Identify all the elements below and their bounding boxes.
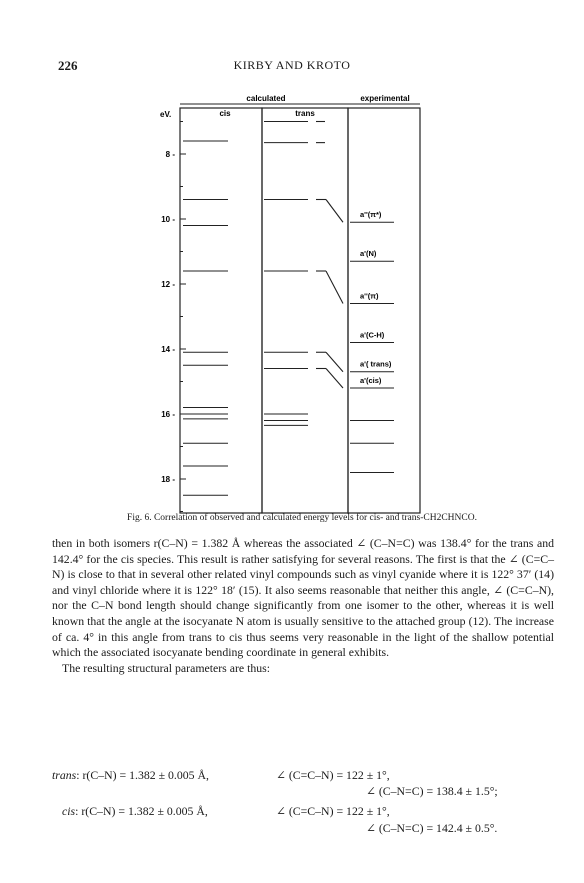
label-calculated: calculated	[246, 94, 286, 103]
levels	[183, 122, 394, 496]
y-tick-label: 8 -	[165, 150, 175, 159]
y-tick-label: 14 -	[161, 345, 175, 354]
correlation-line	[326, 271, 343, 304]
exp-level-label: a'(N)	[360, 249, 377, 258]
paragraph-2: The resulting structural parameters are thus:	[62, 660, 271, 675]
y-tick-label: 18 -	[161, 475, 175, 484]
frame-trans	[262, 108, 348, 513]
y-tick-label: 10 -	[161, 215, 175, 224]
correlation-line	[326, 200, 343, 223]
running-title: KIRBY AND KROTO	[233, 58, 351, 72]
body-text	[52, 536, 554, 676]
eq-trans-a1: ∠ (C=C–N) = 122 ± 1°,	[276, 768, 390, 782]
eq-trans-a2: ∠ (C–N=C) = 138.4 ± 1.5°;	[366, 784, 498, 798]
correlation-line	[326, 352, 343, 372]
label-trans: trans	[295, 109, 315, 118]
eq-trans-r: trans: r(C–N) = 1.382 ± 0.005 Å,	[52, 768, 209, 782]
exp-labels	[360, 210, 392, 385]
y-tick-label: 12 -	[161, 280, 175, 289]
eq-cis-r: cis: r(C–N) = 1.382 ± 0.005 Å,	[62, 804, 208, 818]
label-unit: eV.	[160, 110, 172, 119]
page-number: 226	[58, 58, 78, 73]
exp-level-label: a'( trans)	[360, 359, 392, 369]
exp-level-label: a'(cis)	[360, 375, 382, 385]
correlation-line	[326, 369, 343, 389]
y-tick-label: 16 -	[161, 410, 175, 419]
paragraph-1: then in both isomers r(C–N) = 1.382 Å whereas the associated ∠ (C–N=C) was 138.4° for the trans and 142.4° for the cis species. This result is rather satisfying for several reasons. The first is that the ∠ (C=C–N) is close to that in several other related vinyl compounds such as vinyl cyanide where it is 122° 37′ (14) and vinyl chloride where it is 122° 18′ (15). It also seems reasonable that neither this angle, ∠ (C=C–N), nor the C–N bond length should change significantly from one isomer to the other, whereas it is well known that the angle at the isocyanate N atom is usually sensitive to the attached group (12). The increase of ca. 4° in this angle from trans to cis thus seems very reasonable in the light of the shallow potential which the associated isocyanate bending coordinate in general exhibits.	[52, 536, 554, 660]
figure-caption: Fig. 6. Correlation of observed and calculated energy levels for cis- and trans-CH2CHNCO.	[127, 513, 477, 523]
exp-level-label: a''(π*)	[360, 210, 382, 219]
eq-cis-a2: ∠ (C–N=C) = 142.4 ± 0.5°.	[366, 821, 498, 835]
frame-exp	[348, 108, 420, 513]
label-cis: cis	[219, 109, 231, 118]
eq-cis-a1: ∠ (C=C–N) = 122 ± 1°,	[276, 804, 390, 818]
exp-level-label: a'(C-H)	[360, 330, 385, 340]
exp-level-label: a''(π)	[360, 291, 379, 301]
frame-cis	[180, 108, 262, 513]
y-axis	[161, 122, 186, 512]
label-experimental: experimental	[360, 94, 410, 103]
